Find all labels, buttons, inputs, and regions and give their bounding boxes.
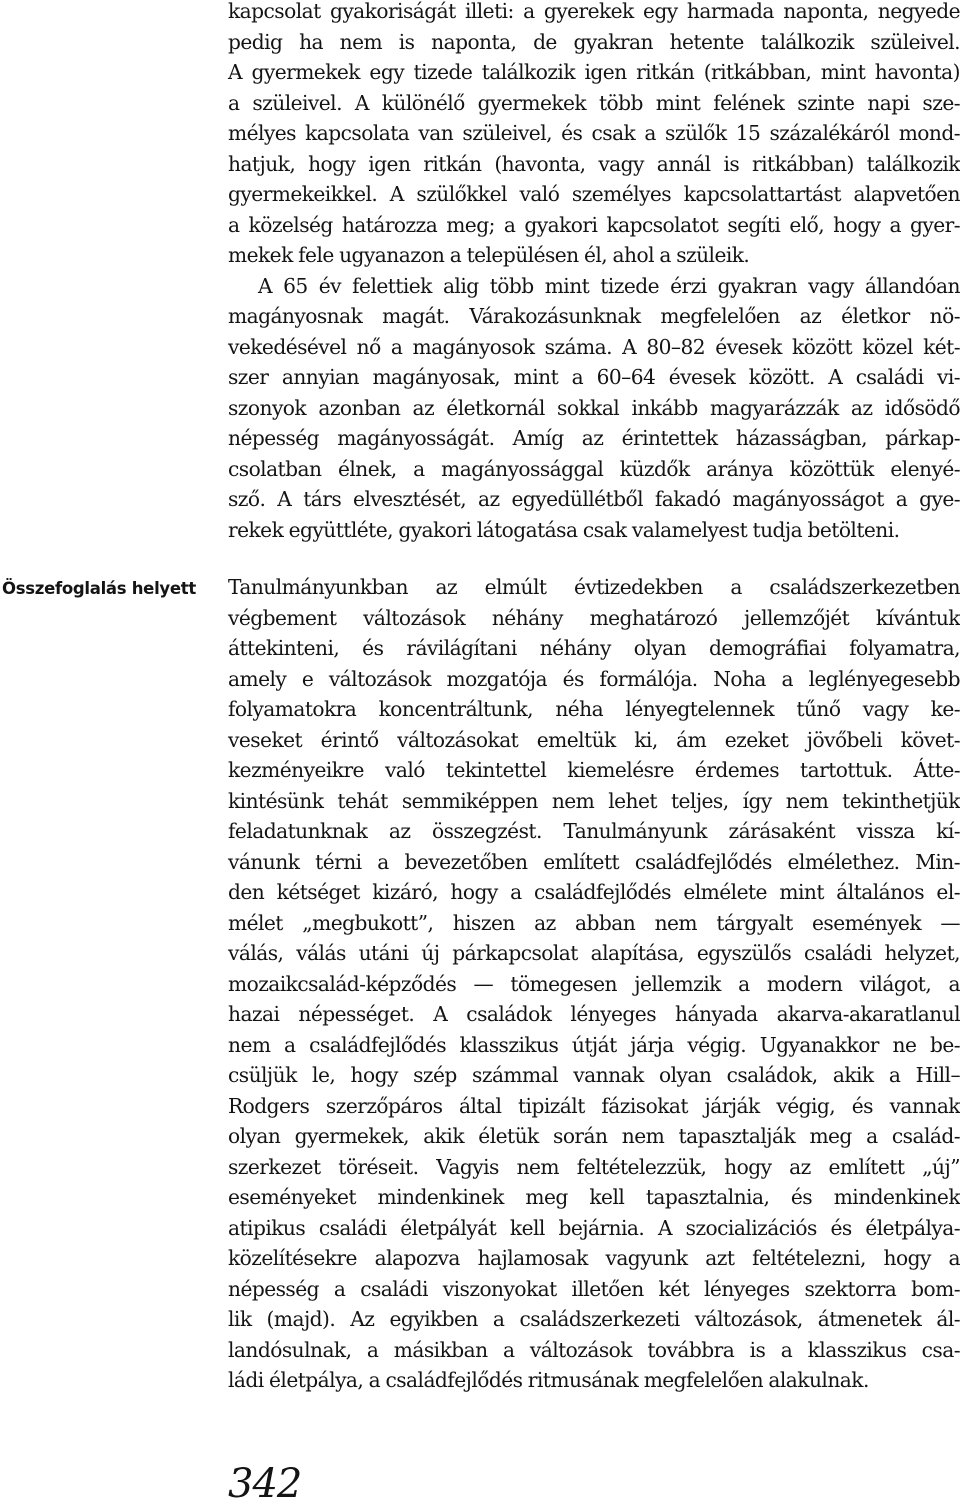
text-line: vekedésével nő a magányosok száma. A 80–82 évesek között közel két- [228, 334, 960, 359]
text-line: lik (majd). Az egyikben a családszerkezeti változások, átmenetek ál- [228, 1307, 960, 1331]
text-line: folyamatokra koncentráltunk, néha lényegtelennek tűnő vagy ke- [228, 697, 960, 721]
text-line: csolatban élnek, a magányossággal küzdők aránya közöttük elenyé- [228, 456, 960, 481]
text-line: eseményeket mindenkinek meg kell tapasztalnia, és mindenkinek [228, 1185, 960, 1209]
text-line: A gyermekek egy tizede találkozik igen ritkán (ritkábban, mint havonta) [228, 60, 960, 84]
text-line: mozaikcsalád-képződés — tömegesen jellemzik a modern világot, a [228, 971, 960, 996]
text-line: végbement változások néhány meghatározó jellemzőjét kívántuk [228, 605, 960, 630]
text-line: landósulnak, a másikban a változások továbbra is a klasszikus csa- [228, 1337, 960, 1362]
text-line: rekek együttléte, gyakori látogatása csak valamelyest tudja betölteni. [228, 517, 900, 542]
text-line: olyan gyermekek, akik életük során nem tapasztalják meg a család- [228, 1124, 960, 1148]
text-line: közelítésekre alapozva hajlamosak vagyunk azt feltételezni, hogy a [228, 1246, 960, 1270]
text-line: kezményeikre való tekintettel kiemelésre érdemes tartottuk. Átte- [228, 758, 960, 782]
text-line: nem a családfejlődés klasszikus útját járja végig. Ugyanakkor ne be- [228, 1032, 960, 1057]
text-line: szonyok azonban az életkornál sokkal inkább magyarázzák az idősödő [228, 395, 960, 420]
text-line: kapcsolat gyakoriságát illeti: a gyerekek egy harmada naponta, negyede [228, 0, 960, 23]
text-line: hatjuk, hogy igen ritkán (havonta, vagy annál is ritkábban) találkozik [228, 151, 960, 176]
text-line: szer annyian magányosak, mint a 60–64 évesek között. A családi vi- [228, 365, 960, 389]
text-line: magányosnak magát. Várakozásunknak megfelelően az életkor nö- [228, 304, 960, 328]
paragraph-loneliness [228, 271, 960, 546]
text-line: népesség a családi viszonyokat illetően két lényeges szektorra bom- [228, 1276, 960, 1301]
text-line: Rodgers szerzőpáros által tipizált fázisokat járják végig, és vannak [228, 1093, 960, 1118]
text-line: mekek fele ugyanazon a településen él, ahol a szüleik. [228, 243, 750, 267]
section-heading: Összefoglalás helyett [2, 579, 196, 598]
text-line: válás, válás utáni új párkapcsolat alapítása, egyszülős családi helyzet, [228, 941, 960, 965]
text-line: gyermekeikkel. A szülőkkel való személyes kapcsolattartást alapvetően [228, 182, 960, 206]
text-line: hazai népességet. A családok lényeges hányada akarva-akaratlanul [228, 1002, 960, 1026]
text-line: amely e változások mozgatója és formálója. Noha a leglényegesebb [228, 666, 960, 691]
body-text-top [228, 0, 960, 545]
text-line: a közelség határozza meg; a gyakori kapcsolatot segíti elő, hogy a gyer- [228, 212, 960, 237]
text-line: mélet „megbukott”, hiszen az abban nem tárgyalt események — [228, 910, 960, 935]
text-line: mélyes kapcsolata van szüleivel, és csak a szülők 15 százalékáról mond- [228, 121, 960, 145]
text-line: sző. A társ elvesztését, az egyedüllétből fakadó magányosságot a gye- [228, 487, 960, 511]
text-line: ládi életpálya, a családfejlődés ritmusának megfelelően alakulnak. [228, 1368, 869, 1392]
text-line: szerkezet töréseit. Vagyis nem feltételezzük, hogy az említett „új” [228, 1154, 960, 1179]
text-line: feladatunknak az összegzést. Tanulmányunk zárásaként vissza kí- [228, 819, 960, 843]
text-line: népesség magányosságát. Amíg az érintettek házasságban, párkap- [228, 426, 960, 450]
text-line: áttekinteni, és rávilágítani néhány olyan demográfiai folyamatra, [228, 636, 960, 660]
text-line: kintésünk tehát semmiképpen nem lehet teljes, így nem tekinthetjük [228, 788, 960, 813]
text-line: A 65 év felettiek alig több mint tizede érzi gyakran vagy állandóan [258, 273, 960, 298]
paragraph-summary [228, 572, 960, 1396]
text-line: den kétséget kizáró, hogy a családfejlődés elmélete mint általános el- [228, 880, 960, 904]
text-line: csüljük le, hogy szép számmal vannak olyan családok, akik a Hill– [228, 1063, 960, 1087]
text-line: vánunk térni a bevezetőben említett családfejlődés elmélethez. Min- [228, 849, 960, 874]
text-line: Tanulmányunkban az elmúlt évtizedekben a családszerkezetben [228, 575, 960, 599]
text-line: atipikus családi életpályát kell bejárnia. A szocializációs és életpálya- [228, 1215, 960, 1240]
text-line: pedig ha nem is naponta, de gyakran hetente találkozik szüleivel. [228, 29, 960, 54]
text-line: a szüleivel. A különélő gyermekek több mint felének szinte napi sze- [228, 90, 960, 115]
paragraph-contact-frequency [228, 0, 960, 271]
page-number: 342 [228, 1461, 302, 1507]
text-line: veseket érintő változásokat emeltük ki, ám ezeket jövőbeli követ- [228, 727, 960, 752]
